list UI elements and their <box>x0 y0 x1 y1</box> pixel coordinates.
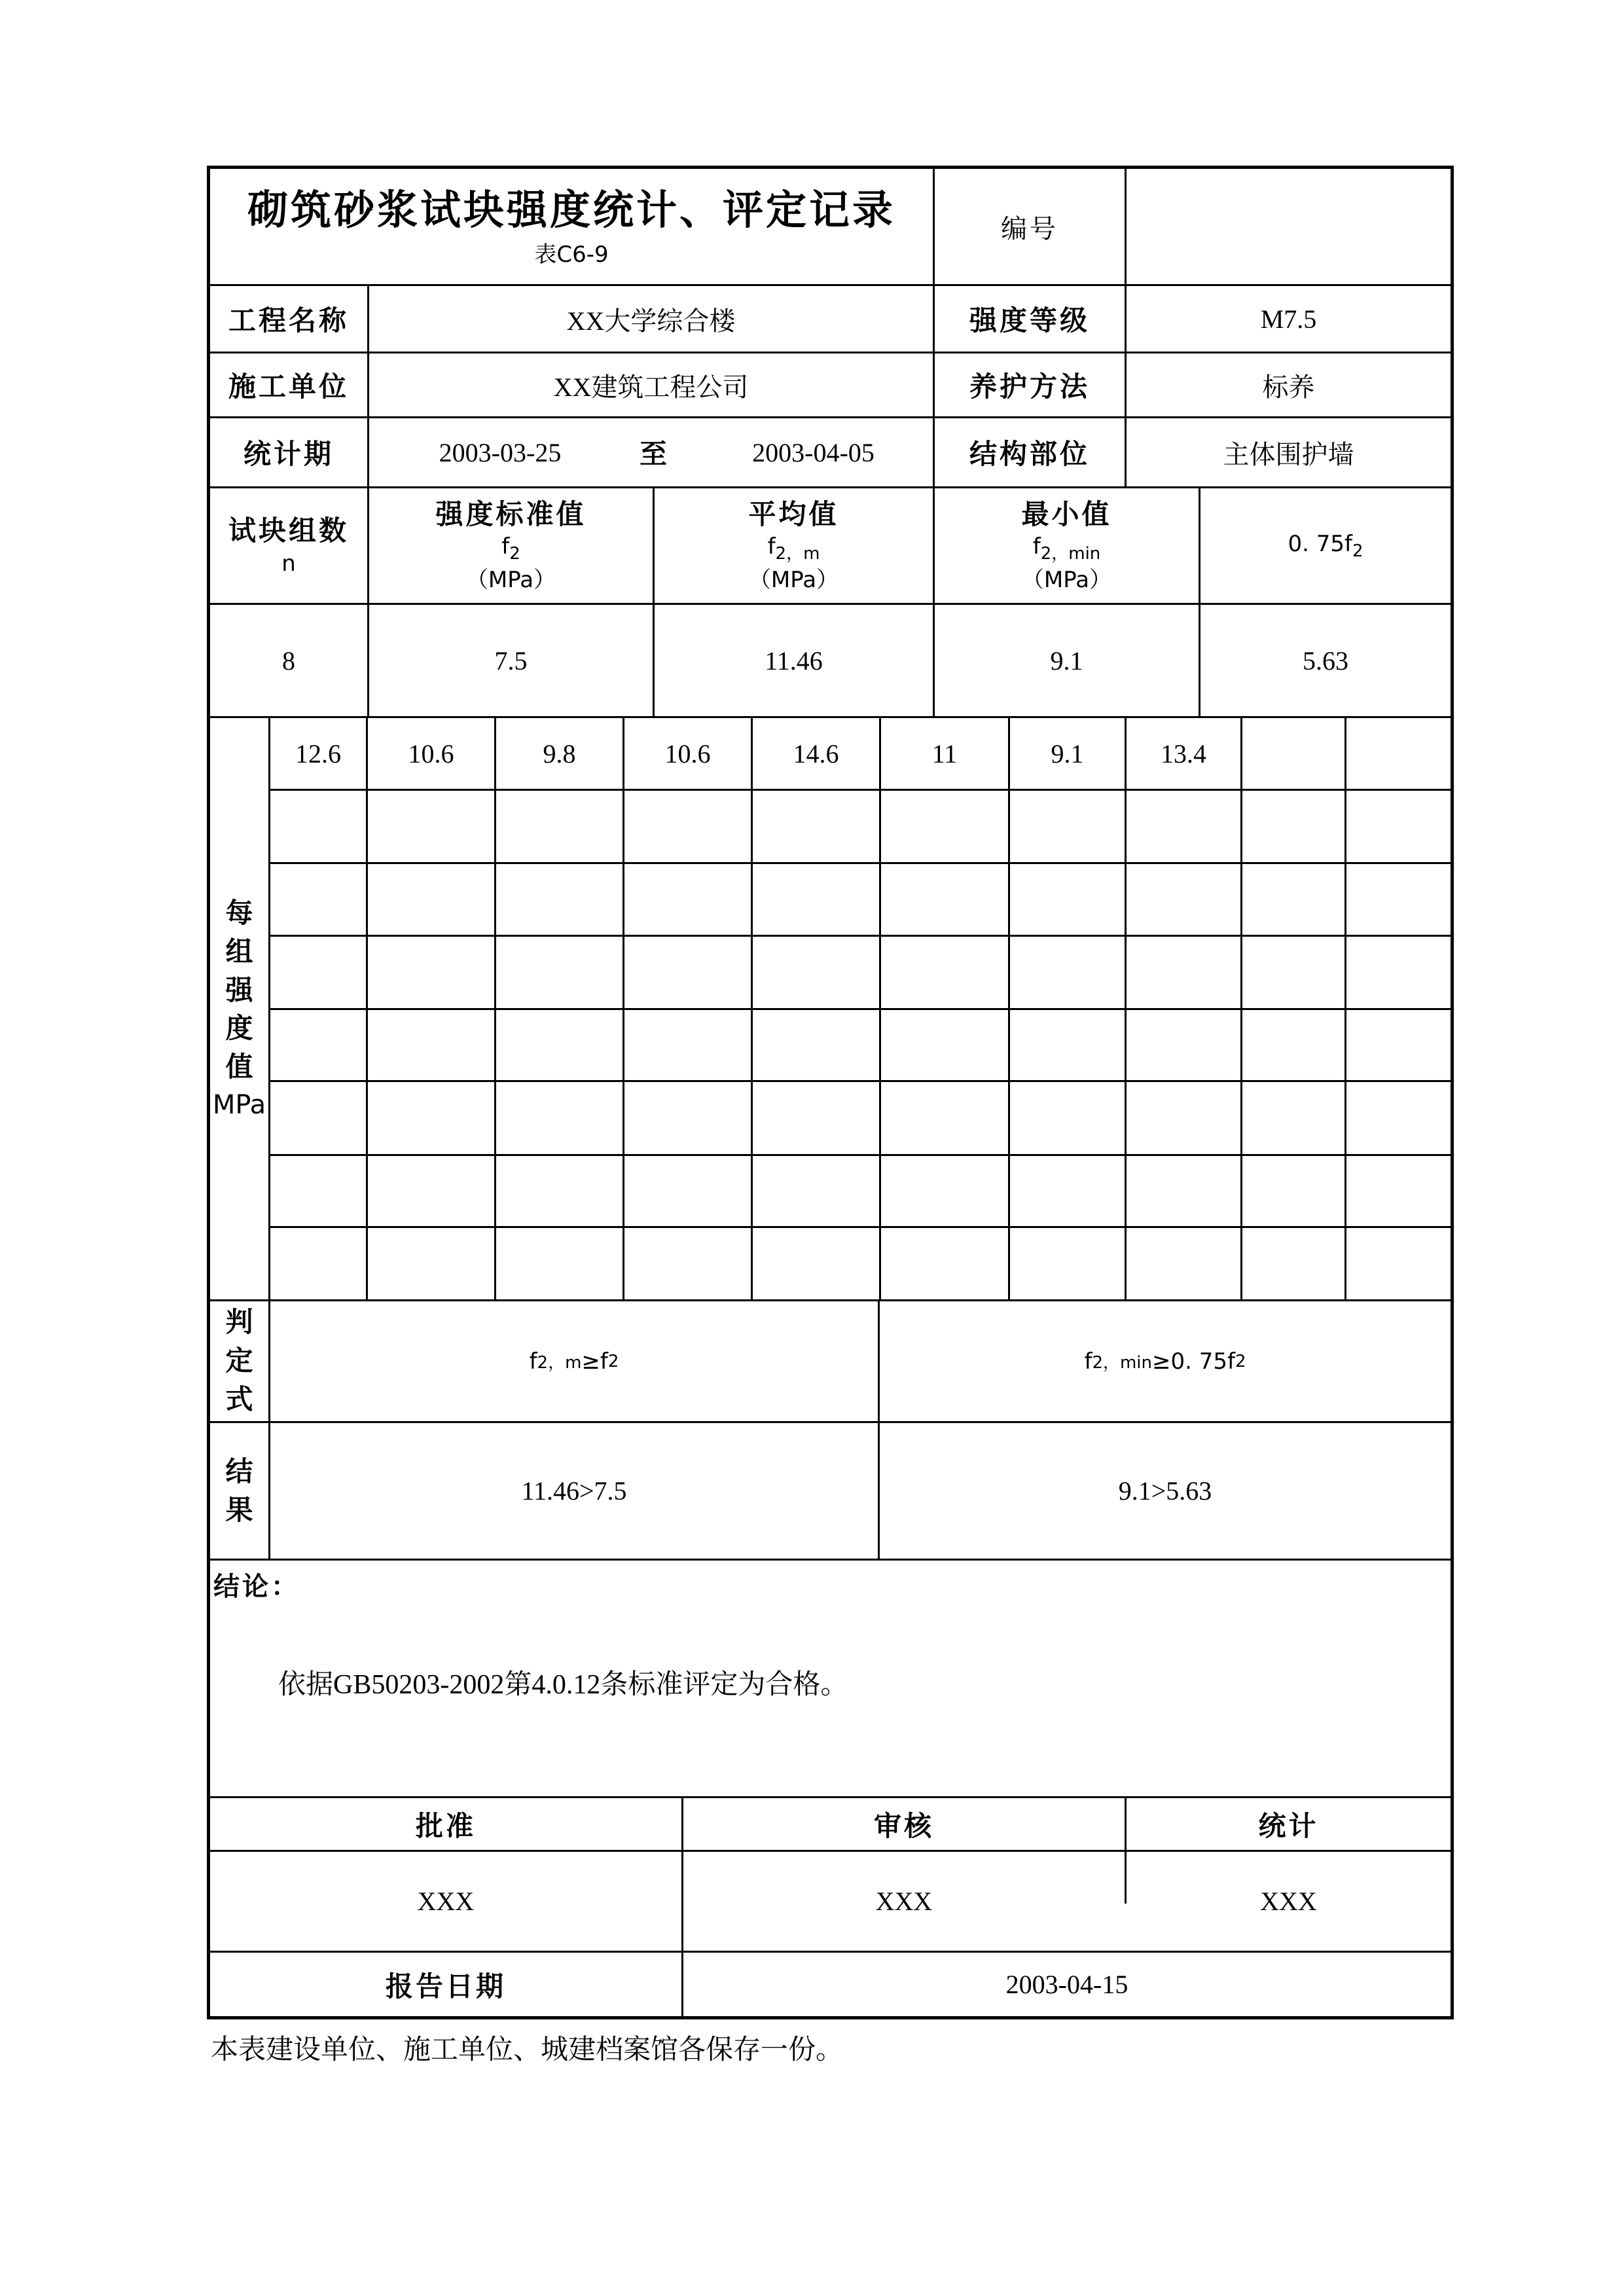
conclusion-label: 结论： <box>213 1572 300 1602</box>
strength-cell[interactable]: 12.6 <box>295 738 341 768</box>
side-label-char: 值 <box>225 1051 253 1083</box>
rule <box>879 716 881 1299</box>
k-label: 0. 75f <box>1288 530 1352 557</box>
group-count-label: 试块组数 <box>228 515 349 547</box>
avg-symbol: f <box>767 533 776 560</box>
avg-unit: （MPa） <box>748 567 839 593</box>
std-value[interactable]: 7.5 <box>494 645 528 676</box>
rule <box>1344 716 1346 1299</box>
min-subscript: 2，min <box>1040 544 1101 564</box>
avg-value-label: 平均值 <box>748 497 839 530</box>
report-date-label: 报告日期 <box>385 1970 506 2002</box>
rule <box>1240 716 1242 1299</box>
side-label-char: 每 <box>225 897 253 929</box>
side-label-char: 强 <box>225 973 253 1006</box>
strength-side-label <box>210 718 268 1299</box>
rule <box>270 1008 1454 1010</box>
contractor-value[interactable]: XX建筑工程公司 <box>553 372 749 402</box>
approve-label: 批准 <box>415 1809 476 1842</box>
strength-cell[interactable]: 9.8 <box>543 738 576 768</box>
avg-value[interactable]: 11.46 <box>765 645 823 676</box>
report-date-value[interactable]: 2003-04-15 <box>1005 1970 1128 1999</box>
rule <box>270 789 1454 791</box>
result-min-check[interactable]: 9.1>5.63 <box>1118 1476 1212 1506</box>
min-value-label: 最小值 <box>1021 497 1112 530</box>
criteria-label-char: 判 <box>225 1306 253 1339</box>
period-end[interactable]: 2003-04-05 <box>752 437 875 467</box>
side-label-unit: MPa <box>212 1089 266 1120</box>
std-subscript: 2 <box>509 544 520 564</box>
std-unit: （MPa） <box>465 567 556 593</box>
formula-subscript: 2 <box>1235 1351 1246 1371</box>
strength-cell[interactable]: 14.6 <box>793 738 839 768</box>
strength-cell[interactable]: 9.1 <box>1051 738 1084 768</box>
std-value-label: 强度标准值 <box>435 497 586 530</box>
side-label-char: 度 <box>225 1012 253 1045</box>
contractor-label: 施工单位 <box>228 370 349 403</box>
k-value-header <box>1200 488 1451 603</box>
location-label: 结构部位 <box>969 438 1090 470</box>
criteria-label-char: 定 <box>225 1345 253 1377</box>
strength-cell[interactable] <box>1242 718 1344 789</box>
reviewer-name[interactable]: XXX <box>875 1887 933 1916</box>
rule <box>270 1080 1454 1082</box>
formula-symbol: f <box>1084 1348 1092 1375</box>
form-title: 砌筑砂浆试块强度统计、评定记录 <box>247 185 895 234</box>
k-value[interactable]: 5.63 <box>1303 645 1348 676</box>
group-count-value[interactable]: 8 <box>282 645 295 676</box>
period-label: 统计期 <box>243 438 334 470</box>
result-label-char: 果 <box>225 1493 253 1526</box>
approver-name[interactable]: XXX <box>417 1887 475 1916</box>
formula-symbol: f <box>529 1348 537 1375</box>
std-symbol: f <box>501 533 510 560</box>
min-value[interactable]: 9.1 <box>1050 645 1083 676</box>
avg-value-header <box>655 488 933 603</box>
rule <box>494 716 496 1299</box>
form-header <box>210 169 933 284</box>
strength-cell[interactable]: 10.6 <box>408 738 454 768</box>
side-label-char: 组 <box>225 935 253 967</box>
rule <box>623 716 624 1299</box>
location-value[interactable]: 主体围护墙 <box>1223 439 1354 469</box>
formula-subscript: 2 <box>607 1351 619 1371</box>
curing-label: 养护方法 <box>969 370 1090 403</box>
strength-cell[interactable]: 10.6 <box>664 738 711 768</box>
strength-cell[interactable] <box>1346 718 1451 789</box>
strength-grade-value[interactable]: M7.5 <box>1260 304 1317 334</box>
rule <box>1125 716 1127 1299</box>
avg-subscript: 2，m <box>775 544 820 564</box>
form-code: 表C6-9 <box>534 242 609 268</box>
group-count-symbol: n <box>281 550 296 577</box>
project-name-value[interactable]: XX大学综合楼 <box>566 306 736 336</box>
formula-relation: ≥0. 75f <box>1152 1348 1235 1375</box>
criteria-avg-formula <box>270 1301 878 1421</box>
statistician-name[interactable]: XXX <box>1260 1887 1317 1916</box>
strength-cell[interactable]: 11 <box>931 738 958 768</box>
review-label: 审核 <box>873 1809 934 1842</box>
period-start[interactable]: 2003-03-25 <box>439 437 562 467</box>
footnote: 本表建设单位、施工单位、城建档案馆各保存一份。 <box>211 2035 844 2065</box>
rule <box>270 1226 1454 1228</box>
rule <box>207 1559 1454 1561</box>
rule <box>366 716 368 1299</box>
strength-grade-label: 强度等级 <box>969 304 1090 336</box>
criteria-label-char: 式 <box>225 1382 253 1415</box>
formula-subscript: 2，min <box>1092 1353 1153 1373</box>
min-symbol: f <box>1032 533 1041 560</box>
rule <box>751 716 753 1299</box>
rule <box>270 1154 1454 1156</box>
number-label: 编号 <box>1001 213 1058 244</box>
min-value-header <box>935 488 1199 603</box>
conclusion-text[interactable]: 依据GB50203-2002第4.0.12条标准评定为合格。 <box>278 1670 848 1700</box>
formula-relation: ≥f <box>581 1348 608 1375</box>
rule <box>270 862 1454 864</box>
criteria-label <box>210 1301 268 1421</box>
stat-label: 统计 <box>1258 1809 1319 1842</box>
group-count-header <box>210 488 367 603</box>
project-name-label: 工程名称 <box>228 304 349 336</box>
rule <box>1008 716 1010 1299</box>
strength-cell[interactable]: 13.4 <box>1161 738 1206 768</box>
k-subscript: 2 <box>1352 541 1363 561</box>
result-label <box>210 1423 268 1559</box>
period-to: 至 <box>639 438 670 470</box>
min-unit: （MPa） <box>1021 567 1112 593</box>
result-avg-check[interactable]: 11.46>7.5 <box>521 1476 627 1506</box>
formula-subscript: 2，m <box>537 1353 582 1373</box>
number-field[interactable] <box>1127 169 1451 284</box>
result-label-char: 结 <box>225 1455 253 1487</box>
std-value-header <box>369 488 653 603</box>
rule <box>270 935 1454 937</box>
criteria-min-formula <box>880 1301 1451 1421</box>
curing-value[interactable]: 标养 <box>1262 372 1315 402</box>
